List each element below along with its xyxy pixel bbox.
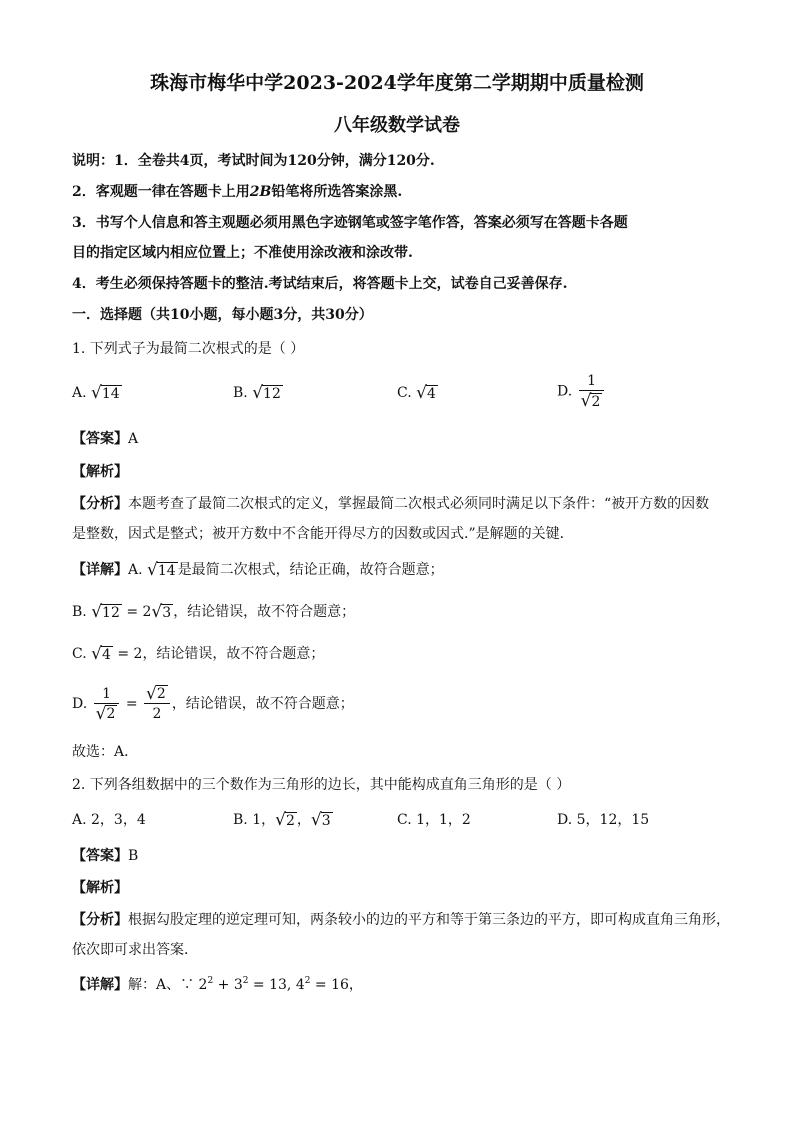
q1-detail-a (72, 560, 444, 580)
fenxi-tag: 【分析】 (72, 912, 128, 928)
section-heading: 一．选择题（共10小题，每小题3分，共30分） (72, 307, 373, 323)
q1-choose: 故选：A． (72, 744, 139, 760)
fenxi-tag: 【分析】 (72, 496, 128, 512)
detail-text: 解：A、∵ 2 (128, 977, 208, 993)
exponent: 2 (242, 976, 249, 986)
q1-fenxi-line2: 是整数，因式是整式；被开方数中不含能开得尽方的因数或因式.”是解题的关键． (72, 526, 574, 542)
q2-option-d[interactable]: D. 5，12，15 (557, 812, 650, 828)
answer-tag: 【答案】 (72, 431, 128, 447)
fraction (144, 685, 170, 724)
q2-fenxi-line1 (72, 910, 730, 930)
exponent: 2 (304, 976, 311, 986)
detail-c-label: C. (72, 646, 87, 662)
detail-c-equals: = 2 (112, 646, 143, 662)
instruction-3: 3．书写个人信息和答主观题必须用黑色字迹钢笔或签字笔作答，答案必须写在答题卡各题 (72, 215, 628, 231)
q2-option-b-radicand-2: 3 (321, 812, 331, 829)
sqrt-symbol: √12 (91, 602, 120, 622)
answer-value: A (128, 431, 139, 447)
detail-a-label: A. (128, 562, 143, 578)
sqrt-symbol: √4 (416, 383, 436, 403)
q1-detail-c (72, 644, 324, 664)
exam-title: 珠海市梅华中学2023-2024学年度第二学期期中质量检测 (150, 72, 644, 94)
q2-detail (72, 975, 363, 995)
q1-option-a-value: 14 (101, 385, 120, 402)
fenxi-text: 本题考查了最简二次根式的定义，掌握最简二次根式必须同时满足以下条件：“被开方数的因数 (128, 496, 710, 512)
q2-stem: 2. 下列各组数据中的三个数作为三角形的边长，其中能构成直角三角形的是（ ） (72, 777, 571, 793)
q1-option-c-value: 4 (426, 385, 436, 402)
sqrt-symbol: √3 (151, 602, 172, 622)
instruction-2-text-b: 铅笔将所选答案涂黑. (271, 184, 403, 200)
instruction-2 (72, 182, 402, 202)
detail-a-text: 是最简二次根式，结论正确，故符合题意； (177, 562, 444, 578)
q1-detail-d: D. $\frac{1}{√2}$ = $\frac{√2}{2}$ ，结论错误，故不符合题意； (72, 683, 354, 724)
detail-equals-2: = 16， (310, 977, 363, 993)
q1-option-b-label: B. (233, 385, 248, 401)
q2-option-b-label: B. 1， (233, 812, 276, 828)
q1-option-b[interactable] (233, 383, 283, 403)
pencil-type: 2B (249, 184, 272, 200)
q2-answer (72, 846, 138, 866)
q2-option-b-separator: ， (296, 812, 311, 828)
q1-detail-b (72, 602, 355, 622)
fraction-denominator: 2 (591, 393, 601, 410)
q1-option-d-label: D. (557, 383, 573, 400)
detail-b-label: B. (72, 604, 87, 620)
fraction-numerator: 1 (94, 685, 120, 704)
q2-option-b-radicand-1: 2 (285, 812, 295, 829)
q1-answer (72, 429, 138, 449)
instruction-4: 4．考生必须保持答题卡的整洁.考试结束后，将答题卡上交，试卷自己妥善保存. (72, 276, 568, 292)
exam-subtitle: 八年级数学试卷 (334, 115, 460, 136)
sqrt-symbol: √2 (95, 703, 116, 724)
detail-d-text: ，结论错误，故不符合题意； (171, 696, 354, 712)
q1-stem: 1. 下列式子为最简二次根式的是（ ） (72, 341, 305, 357)
instruction-3-cont: 目的指定区域内相应位置上；不准使用涂改液和涂改带. (72, 245, 413, 261)
sqrt-symbol: √2 (580, 391, 601, 411)
q2-analysis-tag: 【解析】 (72, 880, 128, 896)
sqrt-symbol: √3 (310, 810, 331, 830)
q1-option-a[interactable] (72, 383, 122, 403)
detail-b-equals: = 2 (121, 604, 152, 620)
detail-c-radicand: 4 (101, 646, 111, 663)
detail-c-text: ，结论错误，故不符合题意； (142, 646, 325, 662)
q1-fenxi-line1 (72, 494, 709, 514)
q1-option-b-value: 12 (263, 385, 281, 402)
q1-option-c-label: C. (397, 385, 412, 401)
fraction-numerator: 2 (156, 686, 166, 702)
sqrt-symbol: √14 (147, 560, 176, 580)
fraction-denominator: 2 (152, 705, 162, 722)
answer-value: B (128, 848, 139, 864)
sqrt-symbol: √2 (146, 683, 166, 704)
fraction-numerator: 1 (579, 372, 605, 391)
q1-analysis-tag: 【解析】 (72, 464, 128, 480)
q2-option-c[interactable]: C. 1，1，2 (397, 812, 471, 828)
q2-option-a[interactable]: A. 2，3，4 (72, 812, 146, 828)
sqrt-symbol: √2 (275, 810, 295, 830)
sqrt-symbol: √12 (252, 383, 281, 403)
detail-d-label: D. (72, 696, 88, 712)
answer-tag: 【答案】 (72, 848, 128, 864)
detail-tag: 【详解】 (72, 977, 128, 993)
q1-option-c[interactable] (397, 383, 438, 403)
detail-tag: 【详解】 (72, 562, 128, 578)
detail-equals-1: = 13, 4 (248, 977, 305, 993)
fraction (94, 685, 120, 724)
detail-plus: + 3 (213, 977, 243, 993)
q1-option-d[interactable] (557, 372, 606, 411)
q2-option-b[interactable] (233, 810, 333, 830)
q1-option-a-label: A. (72, 385, 87, 401)
instruction-2-text-a: 2．客观题一律在答题卡上用 (72, 184, 250, 200)
detail-b-text: ，结论错误，故不符合题意； (173, 604, 356, 620)
detail-a-radicand: 14 (157, 562, 176, 579)
sqrt-symbol: √14 (91, 383, 120, 403)
instruction-1: 说明：1．全卷共4页，考试时间为120分钟，满分120分. (72, 153, 435, 169)
q2-fenxi-line2: 依次即可求出答案． (72, 942, 198, 958)
fenxi-text: 根据勾股定理的逆定理可知，两条较小的边的平方和等于第三条边的平方，即可构成直角三角形， (128, 912, 730, 928)
sqrt-symbol: √4 (91, 644, 111, 664)
fraction-denominator: 2 (106, 706, 116, 722)
detail-b-radicand: 12 (102, 604, 120, 621)
fraction (579, 372, 605, 411)
exponent: 2 (207, 976, 214, 986)
detail-b-radicand-2: 3 (162, 604, 172, 621)
